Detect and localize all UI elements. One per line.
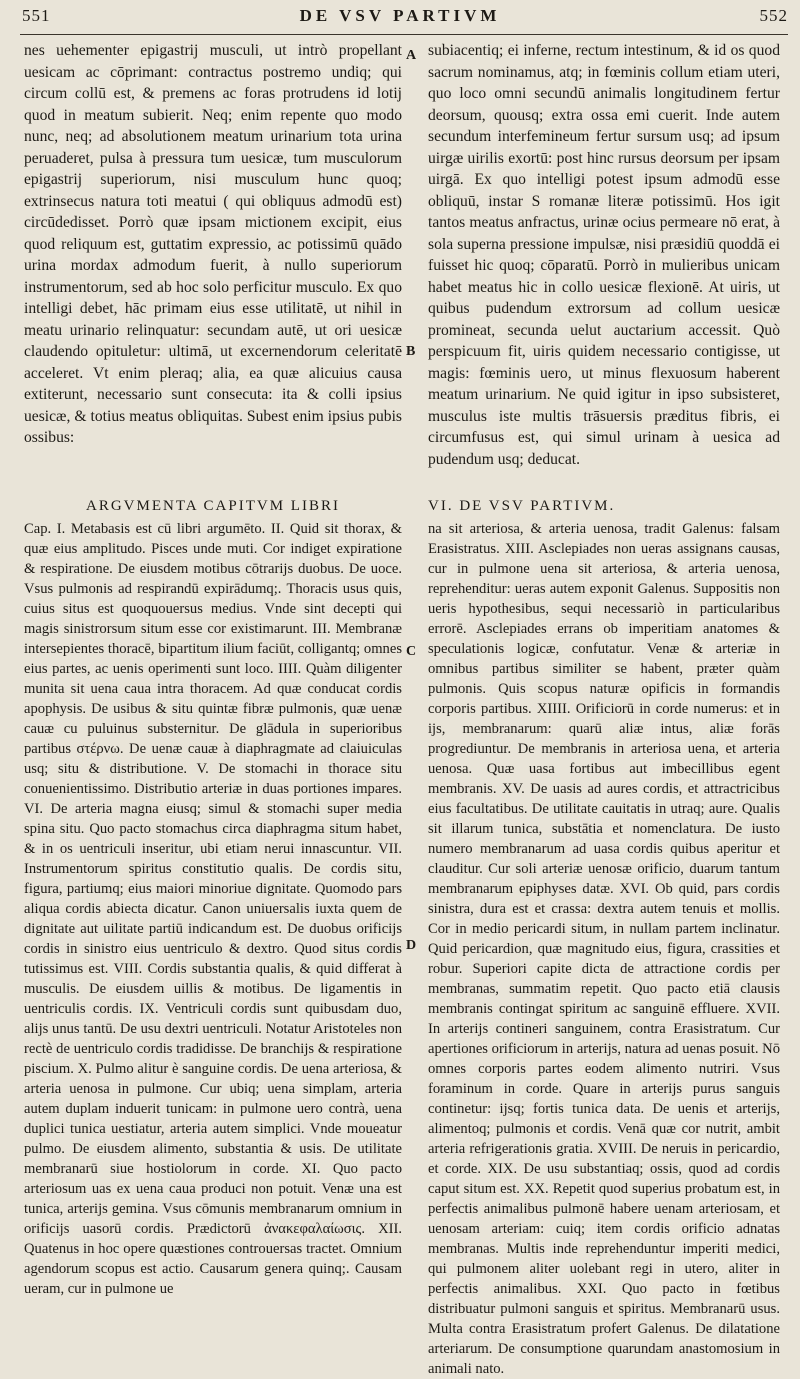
header-rule [20, 34, 788, 35]
argument-column-left [24, 496, 402, 1299]
argument-heading: ARGVMENTA CAPITVM LIBRI [86, 498, 340, 514]
margin-marker-c: C [406, 644, 417, 659]
argument-text: na sit arteriosa, & arteria uenosa, tradit Galenus: falsam Erasistratus. XIII. Asclepiades non ueras assignans causas, cur in pulmone uena sit arteriosa, & arteria uenosa, reprehenditur: ueras autem exponit Galenus. Suppositis non ueris hypothesibus, sequi necessariò in particularibus errorē. Asclepiades errans ob imperitiam anatomes & speculationis logicæ, confutatur. Venæ & arteriæ in omnibus partibus similiter se habent, præter quàm pulmonis. Quis scopus naturæ opificis in formandis corporis partibus. XIIII. Orificiorū in corde numerus: et in ijs, membranarum: quarū aliæ intus, aliæ forās progrediuntur. De membranis in arteriosa uena, et arteria uenosa. Quæ uasa fortibus aut imbecillibus egent membranis. XV. De uasis ad aures cordis, et attractricibus eius facultatibus. De utilitate cauitatis in utraq; aure. Qualis sit illarum tunica, substātia et nomenclatura. De iusto numero membranarum ad uasa cordis quibus aperitur et clauditur. Cur soli arteriæ uenosæ orificio, duarum tantum membranarum epiphyses datæ. XVI. Ob quid, pars cordis sinistra, dura est et crassa: dextra autem tenuis et mollis. Cor in medio pericardi situm, in nullam partem inclinatur. Quid pericardion, quæ magnitudo eius, figura, crassities et robur. Superiori capite dicta de attractione cordis per membranas, summatim repetit. Quo pacto etiā clausis membranis contingat spiritum ac sanguinē effluere. XVII. In arterijs contineri sanguinem, contra Erasistratum. Cur apertiones orificiorum in arterijs, natura ad uenas posuit. Nō omnes corporis partes eodem alimento nutriri. Vsus foraminum in corde. Quare in arterijs purus sanguis continetur: ijsq; fortis tunica data. De uenis et arterijs, alimentoq; pulmonis et cordis. Venā quæ cor nutrit, ambit arteria refrigerationis gratia. XVIII. De neruis in pericardio, et corde. XIX. De usu substantiaq; ossis, quod ad cordis caput situm est. XX. Repetit quod superius probatum est, in perfectis animalibus pulmonē habere uenam arteriosam, et uenosam arteriam: cuiq; item cordis orificio adnatas membranas. Multis inde reprehenduntur imperiti medici, qui pulmonem aliter uolebant regi in utero, aliter in perfectis animalibus. XXI. Quo pacto in fœtibus distribuatur pulmoni sanguis et spiritus. Membranarū usus. Multa contra Erasistratum profert Galenus. De dilatatione arteriarum. De consumptione quarundam anastomosium in animali nato. [428, 521, 780, 1377]
margin-marker-b: B [406, 344, 416, 359]
body-paragraph: nes uehementer epigastrij musculi, ut intrò propellant uesicam ac cōprimant: contractus postremo undiq; qui circum collū est, & premens ac foras protrudens id lotij quod in meatum subierit. Neq; enim repente quo modo nunc, neq; ad absolutionem meatum urinarium tota urina peruaderet, pulsa à pressura tum uesicæ, tum musculorum epigastrij superiorum, nisi musculum hunc quoq; extrinsecus natura toti meatui ( qui obliquus admodū est) circūdedisset. Porrò quæ ipsam mictionem excipit, eius quod reliquum est, guttatim expressio, ac potissimū quādo urina mordax admodum fuerit, à nullo superiorum instrumentorum, sed ab hoc solo perficitur musculo. Ex quo intelligi debet, hāc primam eius esse utilitatē, ut nihil in meatu urinario relinquatur: secundam autē, ut ori uesicæ claudendo opituletur: ultimā, ut excernendorum celeritatē acceleret. Vt enim pleraq; alia, ea quæ alicuius causa extiterunt, necessario sunt consecuta: ita & colli ipsius uesicæ, & totius meatus obliquitas. Subest enim ipsius pubis ossibus: [24, 42, 402, 446]
text-column-left-top [24, 40, 402, 449]
body-paragraph: subiacentiq; ei inferne, rectum intestinum, & id os quod sacrum nominamus, atq; in fœminis collum etiam uteri, quo loco omni secundū animalis longitudinem fertur deorsum, quousq; extra ossa emi cuerit. Inde autem secundum interfemineum fertur sursum usq; ad ipsum uirgæ uirilis exortū: post hinc rursus deorsum per ipsam uirgā. Ex quo intelligi potest ipsum admodū esse obliquū, instar S romanæ literæ potissimū. Hos igit tantos meatus anfractus, urinæ ocius permeare nō erat, à sola superna pressione impulsæ, nisi præsidiū quoddā ei fuisset hic quoq; cōparatū. Porrò in mulieribus unicam habet meatus hic in collo uesicæ flexionē. At uiris, ut quibus pudendum extrorsum ad collum uesicæ promineat, secunda uelut auctarium accessit. Quò perspicuum fit, uiris quidem necessario contigisse, ut magis: fœminis uero, ut minus flexuosum haberent meatum urinarium. Ne quid igitur in ipso subsisteret, musculus iste multis trāsuersis præditus fibris, ei circumfusus est, qui simul urinam à uesica ad pudendum usq; deducat. [428, 42, 780, 468]
page-number-right: 552 [759, 6, 788, 25]
running-title: DE VSV PARTIVM [299, 6, 501, 25]
margin-marker-a: A [406, 48, 417, 63]
text-column-right-top [428, 40, 780, 470]
page-number-left: 551 [22, 6, 51, 25]
argument-column-right [428, 496, 780, 1379]
argument-text: Cap. I. Metabasis est cū libri argumēto. II. Quid sit thorax, & quæ eius amplitudo. Pisces unde muti. Cor indiget expiratione & respiratione. De eiusdem motibus cōtrarijs duobus. De uoce. Vsus pulmonis ad respirandū expirādumq;. Thoracis usus quis, cuius situs est quoquouersus medius. Vnde sint decepti qui magis sinistrorsum situm esse cor existimarunt. III. Membranæ intersepientes thoracē, bipartitum ilium faciūt, colligantq; omnes eius partes, ac uenis operimenti sunt loco. IIII. Quàm diligenter munita sit uena caua intra thoracem. Ad quæ conducat cordis apophysis. De usibus & situ quintæ fibræ pulmonis, quæ uenæ cauæ cu puluinus substernitur. De glādula in superioribus partibus στέρνω. De uenæ cauæ à diaphragmate ad claiuiculas usq; situ & distributione. V. De stomachi in thorace situ conuenientissimo. Distributio arteriæ in duas portiones impares. VI. De arteria magna eiusq; simul & stomachi super media spina situ. Quo pacto stomachus circa diaphragma situm habet, & in os uentriculi inseritur, ubi etiam nerui innascuntur. VII. Instrumentorum spiritus constitutio qualis. De cordis situ, figura, partiumq; eius maiori minoriue dignitate. Quomodo pars aliqua cordis abiecta dicatur. Canon uniuersalis iuxta quem de dignitate aut uilitate partiū indicandum est. De duobus orificijs cordis in sinistro eius uentriculo & dextro. Quod situs cordis tutissimus est. VIII. Cordis substantia qualis, & quid differat à musculis. De eiusdem uillis & motibus. De ligamentis in uentriculis cordis. IX. Ventriculi cordis sunt quibusdam duo, alijs unus tantū. De usu dextri uentriculi. Notatur Aristoteles non rectè de uentriculo cordis tradidisse. De branchijs & respiratione piscium. X. Pulmo alitur è sanguine cordis. De uena arteriosa, & arteria uenosa in pulmone. Cur ubiq; uena simplam, arteria autem duplam induerit tunicam: in pulmone uero contrà, uena duplici tunica uestiatur, arteria autem simplici. Vnde moueatur pulmo. De eiusdem alimento, substantia & usis. De utilitate membranarū siue hostiolorum in corde. XI. Quo pacto arteriosum uas ex uena caua produci non potuit. Venæ una est tunica, arterijs gemina. Vsus cōmunis membranarum omnium in orificijs uasorū cordis. Prædictorū ἀνακεφαλαίωσις. XII. Quatenus in hoc opere quæstiones controuersas tractet. Omnium agendorum scopus est actio. Causarum genera quinq;. Causam ueram, cur in pulmone ue [24, 521, 402, 1297]
margin-marker-d: D [406, 938, 417, 953]
argument-heading-continued: VI. DE VSV PARTIVM. [428, 498, 616, 514]
